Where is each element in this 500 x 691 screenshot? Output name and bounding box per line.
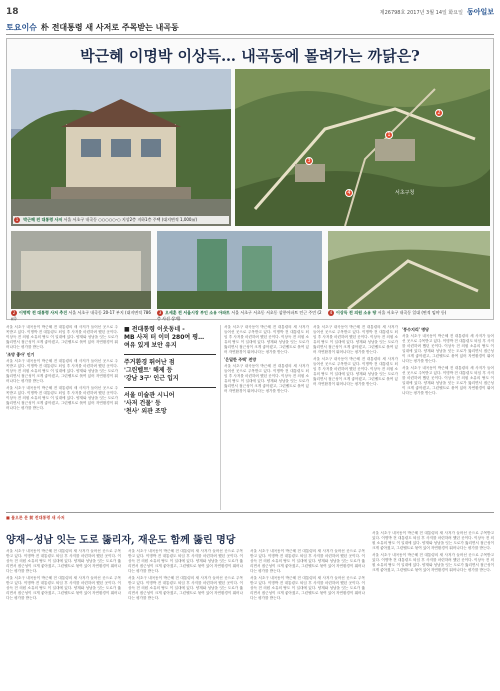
map-marker-4: 4 — [345, 189, 353, 197]
pull-quote — [124, 326, 216, 416]
pull-rule-1 — [124, 354, 216, 355]
house-photo-caption-title: 박근혜 전 대통령 사저 — [23, 217, 63, 222]
pull-line-1: ■ 전대통령 이웃동네 - — [124, 326, 185, 333]
map-marker-1: 1 — [385, 131, 393, 139]
column-divider-1 — [220, 325, 221, 510]
aerial-map-image — [235, 69, 490, 226]
house-photo — [11, 69, 231, 226]
photo-land — [328, 231, 490, 309]
marker-1-badge: 1 — [15, 217, 19, 222]
second-paragraph-5: 서울 서초구 내곡동이 박근혜 전 대통령의 새 사저가 들어선 곳으로 주목받고 있다. 이명박 전 대통령도 퇴임 후 사저를 마련하려 했던 곳이다. 이상득 전 의원 소유의 땅도 이 일대에 있다. 양재와 성남을 잇는 도로가 뚫리면서 접근성이 크게 좋아졌고, 그린벨트로 묶여 있어 자연환경이 뛰어나다는 평가를 받는다. — [250, 549, 365, 573]
marker-2-badge: 2 — [12, 310, 16, 315]
body-paragraph-9: 서울 서초구 내곡동이 박근혜 전 대통령의 새 사저가 들어선 곳으로 주목받고 있다. 이명박 전 대통령도 퇴임 후 사저를 마련하려 했던 곳이다. 이상득 전 의원 소유의 땅도 이 일대에 있다. 양재와 성남을 잇는 도로가 뚫리면서 접근성이 크게 좋아졌고, 그린벨트로 묶여 있어 자연환경이 뛰어나다는 평가를 받는다. — [402, 366, 494, 395]
issue-date: 제26798호 2017년 3월 14일 화요일 — [379, 9, 463, 16]
pull-line-4: 주거환경 뛰어난 점 — [124, 359, 175, 366]
aerial-map — [235, 69, 490, 226]
second-paragraph-6: 서울 서초구 내곡동이 박근혜 전 대통령의 새 사저가 들어선 곳으로 주목받고 있다. 이명박 전 대통령도 퇴임 후 사저를 마련하려 했던 곳이다. 이상득 전 의원 소유의 땅도 이 일대에 있다. 양재와 성남을 잇는 도로가 뚫리면서 접근성이 크게 좋아졌고, 그린벨트로 묶여 있어 자연환경이 뛰어나다는 평가를 받는다. — [250, 576, 365, 600]
house-photo-caption — [13, 216, 229, 224]
second-article-tag: ■ 물오른 문 前 전대통령 새 사저 — [6, 515, 65, 520]
marker-4-badge: 4 — [329, 310, 333, 315]
pull-line-6: '강남 3구' 인근 입지 — [124, 375, 179, 382]
section-header — [6, 21, 494, 35]
subhead-2: '은밀한 주택' 전망 — [224, 357, 257, 362]
caption-mb-site — [11, 310, 151, 321]
newspaper-brand: 동아일보 — [466, 8, 494, 16]
pull-line-8: '사저 건물' 등 — [124, 400, 161, 407]
caption-land-text: 서울 서초구 내곡동 일대 (면적 임야 등) — [377, 310, 447, 315]
body-column-4 — [402, 325, 494, 510]
body-paragraph-7: 서울 서초구 내곡동이 박근혜 전 대통령의 새 사저가 들어선 곳으로 주목받고 있다. 이명박 전 대통령도 퇴임 후 사저를 마련하려 했던 곳이다. 이상득 전 의원 소유의 땅도 이 일대에 있다. 양재와 성남을 잇는 도로가 뚫리면서 접근성이 크게 좋아졌고, 그린벨트로 묶여 있어 자연환경이 뛰어나다는 평가를 받는다. — [313, 357, 398, 386]
top-line — [6, 6, 494, 18]
body-paragraph-3: 서울 서초구 내곡동이 박근혜 전 대통령의 새 사저가 들어선 곳으로 주목받고 있다. 이명박 전 대통령도 퇴임 후 사저를 마련하려 했던 곳이다. 이상득 전 의원 소유의 땅도 이 일대에 있다. 양재와 성남을 잇는 도로가 뚫리면서 접근성이 크게 좋아졌고, 그린벨트로 묶여 있어 자연환경이 뛰어나다는 평가를 받는다. — [6, 386, 118, 410]
house-photo-image — [11, 69, 231, 226]
body-paragraph-6: 서울 서초구 내곡동이 박근혜 전 대통령의 새 사저가 들어선 곳으로 주목받고 있다. 이명박 전 대통령도 퇴임 후 사저를 마련하려 했던 곳이다. 이상득 전 의원 소유의 땅도 이 일대에 있다. 양재와 성남을 잇는 도로가 뚫리면서 접근성이 크게 좋아졌고, 그린벨트로 묶여 있어 자연환경이 뛰어나다는 평가를 받는다. — [313, 325, 398, 354]
photo-mb-site — [11, 231, 151, 309]
map-label: 서초구청 — [395, 190, 415, 196]
caption-mb-title: 이명박 전 대통령 사저 추진 — [19, 310, 68, 315]
second-paragraph-4: 서울 서초구 내곡동이 박근혜 전 대통령의 새 사저가 들어선 곳으로 주목받고 있다. 이명박 전 대통령도 퇴임 후 사저를 마련하려 했던 곳이다. 이상득 전 의원 소유의 땅도 이 일대에 있다. 양재와 성남을 잇는 도로가 뚫리면서 접근성이 크게 좋아졌고, 그린벨트로 묶여 있어 자연환경이 뛰어나다는 평가를 받는다. — [128, 576, 243, 600]
photo-land-image — [328, 231, 490, 309]
pull-line-2: MB 사저 터 이미 280여 평… — [124, 334, 205, 341]
second-article-col-4 — [372, 531, 494, 682]
second-paragraph-7: 서울 서초구 내곡동이 박근혜 전 대통령의 새 사저가 들어선 곳으로 주목받고 있다. 이명박 전 대통령도 퇴임 후 사저를 마련하려 했던 곳이다. 이상득 전 의원 소유의 땅도 이 일대에 있다. 양재와 성남을 잇는 도로가 뚫리면서 접근성이 크게 좋아졌고, 그린벨트로 묶여 있어 자연환경이 뛰어나다는 평가를 받는다. — [372, 531, 494, 550]
map-marker-3: 3 — [305, 157, 313, 165]
section-title: 朴 전대통령 새 사저로 주목받는 내곡동 — [40, 23, 179, 32]
body-paragraph-4: 서울 서초구 내곡동이 박근혜 전 대통령의 새 사저가 들어선 곳으로 주목받고 있다. 이명박 전 대통령도 퇴임 후 사저를 마련하려 했던 곳이다. 이상득 전 의원 소유의 땅도 이 일대에 있다. 양재와 성남을 잇는 도로가 뚫리면서 접근성이 크게 좋아졌고, 그린벨트로 묶여 있어 자연환경이 뛰어나다는 평가를 받는다. — [224, 325, 309, 354]
body-paragraph-5: 서울 서초구 내곡동이 박근혜 전 대통령의 새 사저가 들어선 곳으로 주목받고 있다. 이명박 전 대통령도 퇴임 후 사저를 마련하려 했던 곳이다. 이상득 전 의원 소유의 땅도 이 일대에 있다. 양재와 성남을 잇는 도로가 뚫리면서 접근성이 크게 좋아졌고, 그린벨트로 묶여 있어 자연환경이 뛰어나다는 평가를 받는다. — [224, 364, 309, 393]
second-paragraph-1: 서울 서초구 내곡동이 박근혜 전 대통령의 새 사저가 들어선 곳으로 주목받고 있다. 이명박 전 대통령도 퇴임 후 사저를 마련하려 했던 곳이다. 이상득 전 의원 소유의 땅도 이 일대에 있다. 양재와 성남을 잇는 도로가 뚫리면서 접근성이 크게 좋아졌고, 그린벨트로 묶여 있어 자연환경이 뛰어나다는 평가를 받는다. — [6, 549, 121, 573]
section-tag: 토요이슈 — [6, 23, 37, 32]
pull-line-5: '그린벨트' 해제 등 — [124, 367, 173, 374]
feature-frame — [6, 38, 494, 320]
pull-line-7: 서울 미술관 시니어 — [124, 392, 175, 399]
body-paragraph-2: 서울 서초구 내곡동이 박근혜 전 대통령의 새 사저가 들어선 곳으로 주목받고 있다. 이명박 전 대통령도 퇴임 후 사저를 마련하려 했던 곳이다. 이상득 전 의원 소유의 땅도 이 일대에 있다. 양재와 성남을 잇는 도로가 뚫리면서 접근성이 크게 좋아졌고, 그린벨트로 묶여 있어 자연환경이 뛰어나다는 평가를 받는다. — [6, 359, 118, 383]
second-article-col-3 — [250, 549, 365, 682]
second-paragraph-8: 서울 서초구 내곡동이 박근혜 전 대통령의 새 사저가 들어선 곳으로 주목받고 있다. 이명박 전 대통령도 퇴임 후 사저를 마련하려 했던 곳이다. 이상득 전 의원 소유의 땅도 이 일대에 있다. 양재와 성남을 잇는 도로가 뚫리면서 접근성이 크게 좋아졌고, 그린벨트로 묶여 있어 자연환경이 뛰어나다는 평가를 받는다. — [372, 553, 494, 572]
pull-rule-2 — [124, 387, 216, 388]
house-photo-caption-text: 서울 서초구 내곡동 ○○○○○-○ 지상2층 지하1층 주택 (대지면적 1,000㎡) — [63, 217, 198, 222]
body-column-3 — [313, 325, 398, 510]
pull-line-9: '천사' 외관 조망 — [124, 408, 167, 415]
second-article-col-2 — [128, 549, 243, 682]
body-paragraph-8: 서울 서초구 내곡동이 박근혜 전 대통령의 새 사저가 들어선 곳으로 주목받고 있다. 이명박 전 대통령도 퇴임 후 사저를 마련하려 했던 곳이다. 이상득 전 의원 소유의 땅도 이 일대에 있다. 양재와 성남을 잇는 도로가 뚫리면서 접근성이 크게 좋아졌고, 그린벨트로 묶여 있어 자연환경이 뛰어나다는 평가를 받는다. — [402, 334, 494, 363]
caption-mb-text: 서울 서초구 내곡동 20-17 부지 (대지면적 786㎡) — [11, 310, 151, 321]
page-number: 18 — [6, 7, 19, 17]
caption-apartment — [157, 310, 322, 321]
subhead-1: '조망 좋아' 인기 — [6, 352, 35, 357]
second-article-col-1 — [6, 549, 121, 682]
pull-line-3: 여유 있게 보안 유지 — [124, 342, 177, 349]
body-column-1 — [6, 325, 118, 510]
body-paragraph-1: 서울 서초구 내곡동이 박근혜 전 대통령의 새 사저가 들어선 곳으로 주목받고 있다. 이명박 전 대통령도 퇴임 후 사저를 마련하려 했던 곳이다. 이상득 전 의원 소유의 땅도 이 일대에 있다. 양재와 성남을 잇는 도로가 뚫리면서 접근성이 크게 좋아졌고, 그린벨트로 묶여 있어 자연환경이 뛰어나다는 평가를 받는다. — [6, 325, 118, 349]
second-paragraph-3: 서울 서초구 내곡동이 박근혜 전 대통령의 새 사저가 들어선 곳으로 주목받고 있다. 이명박 전 대통령도 퇴임 후 사저를 마련하려 했던 곳이다. 이상득 전 의원 소유의 땅도 이 일대에 있다. 양재와 성남을 잇는 도로가 뚫리면서 접근성이 크게 좋아졌고, 그린벨트로 묶여 있어 자연환경이 뛰어나다는 평가를 받는다. — [128, 549, 243, 573]
caption-land-title: 이상득 전 의원 소유 땅 — [336, 310, 377, 315]
main-headline: 박근혜 이명박 이상득… 내곡동에 몰려가는 까닭은? — [80, 47, 420, 65]
subhead-3: '풍수지리' 명당 — [402, 327, 430, 332]
second-article-title: 양재~성남 잇는 도로 뚫리자, 재운도 함께 뚫린 명당 — [6, 535, 236, 546]
caption-land — [328, 310, 490, 316]
second-article — [6, 512, 494, 685]
caption-apartment-text: 서울 서초구 서초동 서초동 삼풍아파트 인근 주민 (2층 사선 상계) — [157, 310, 322, 321]
caption-apartment-title: 오세훈 전 서울시장 부인 소유 아파트 — [165, 310, 230, 315]
body-column-2 — [224, 325, 309, 510]
photo-apartment-image — [157, 231, 322, 309]
marker-3-badge: 3 — [158, 310, 162, 315]
photo-mb-site-image — [11, 231, 151, 309]
second-paragraph-2: 서울 서초구 내곡동이 박근혜 전 대통령의 새 사저가 들어선 곳으로 주목받고 있다. 이명박 전 대통령도 퇴임 후 사저를 마련하려 했던 곳이다. 이상득 전 의원 소유의 땅도 이 일대에 있다. 양재와 성남을 잇는 도로가 뚫리면서 접근성이 크게 좋아졌고, 그린벨트로 묶여 있어 자연환경이 뛰어나다는 평가를 받는다. — [6, 576, 121, 600]
photo-apartment — [157, 231, 322, 309]
map-marker-2: 2 — [435, 109, 443, 117]
